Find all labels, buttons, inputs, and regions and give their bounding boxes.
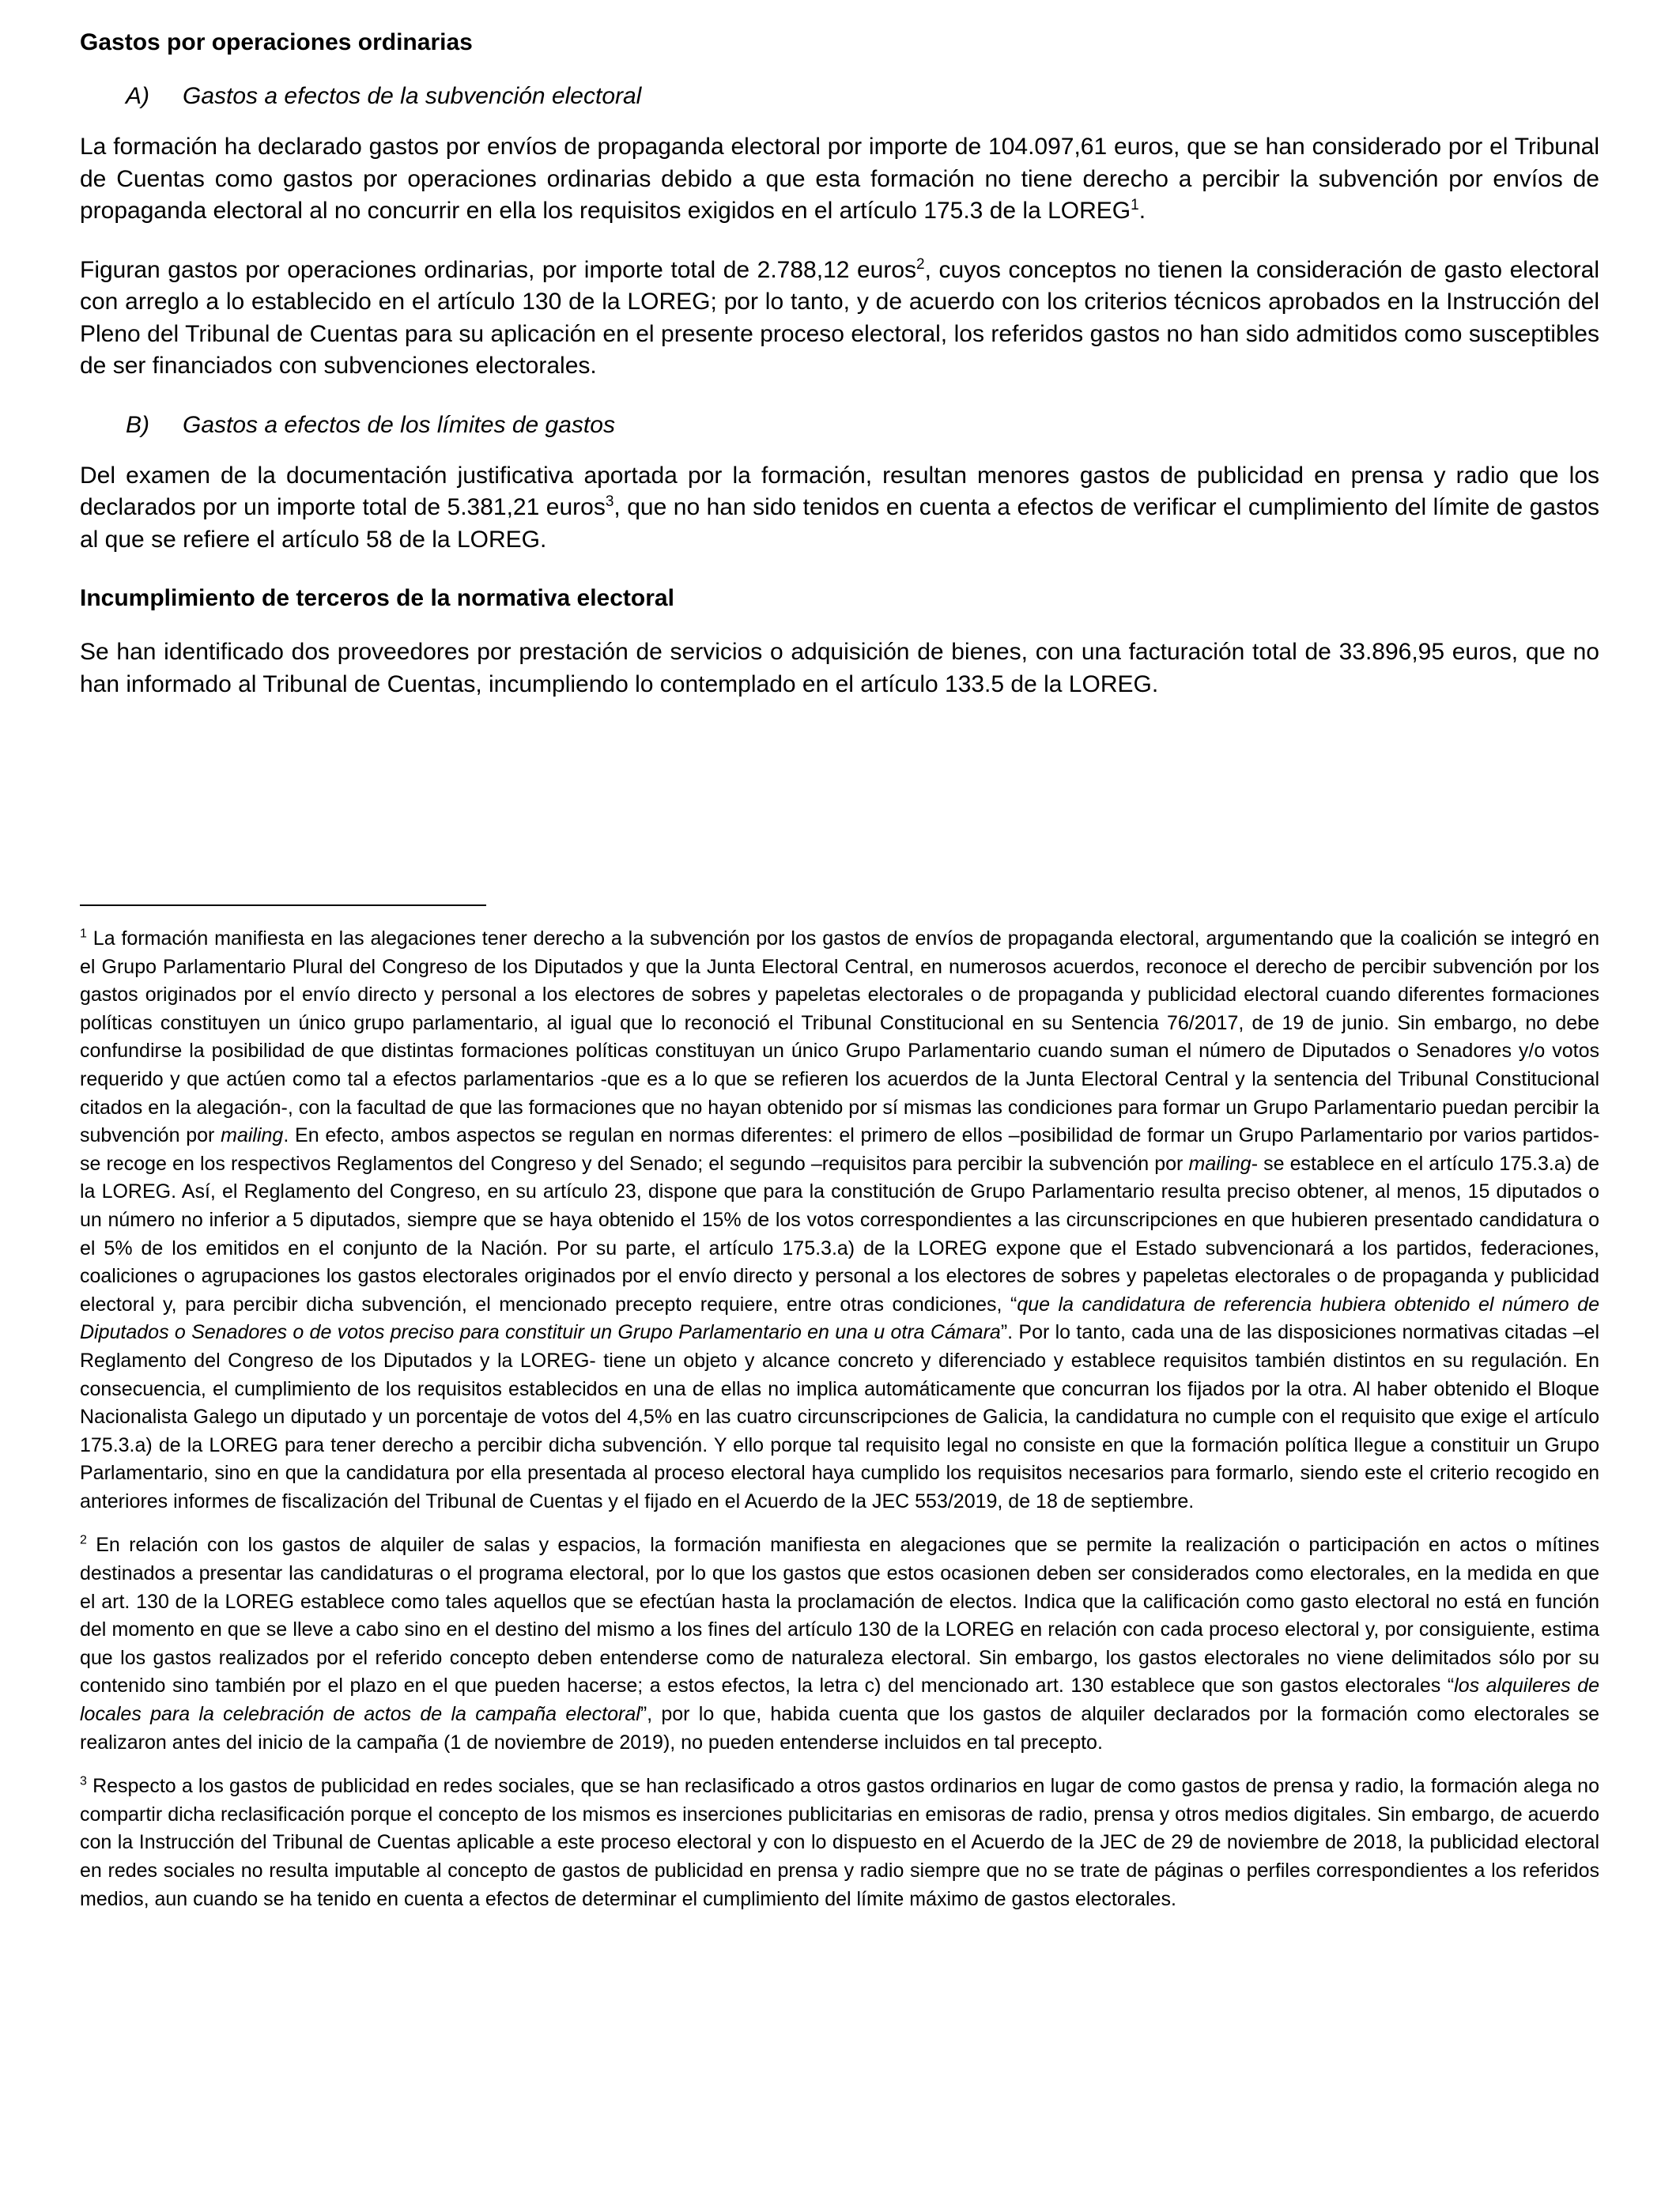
footnote-separator	[80, 904, 486, 906]
footnote-text: ”, por lo que, habida cuenta que los gastos de alquiler declarados por la formación como electorales se realizaron antes del inicio de la campaña (1 de noviembre de 2019), no pueden entenderse incluidos en tal precepto.	[80, 1703, 1599, 1754]
paragraph-operaciones-ordinarias	[80, 255, 1599, 383]
footnote-ref-2[interactable]: 2	[916, 255, 925, 273]
subheading-b-title: Gastos a efectos de los límites de gastos	[183, 411, 615, 438]
subheading-b-letter: B)	[126, 411, 149, 438]
paragraph-text: , que no han sido tenidos en cuenta a efectos de verificar el cumplimiento del límite de gastos al que se refiere el artículo 58 de la LOREG.	[80, 494, 1600, 553]
paragraph-envios-propaganda	[80, 131, 1599, 228]
paragraph-text: Figuran gastos por operaciones ordinarias, por importe total de 2.788,12 euros	[80, 256, 917, 283]
footnote-ref-1[interactable]: 1	[1131, 197, 1139, 213]
footnote-number: 3	[80, 1774, 87, 1788]
section-heading-gastos-ordinarios: Gastos por operaciones ordinarias	[80, 29, 473, 55]
footnote-italic: mailing	[221, 1124, 284, 1147]
subheading-a	[80, 81, 1599, 112]
footnote-text: . En efecto, ambos aspectos se regulan en normas diferentes: el primero de ellos –posibilidad de formar un Grupo Parlamentario por varios partidos- se recoge en los respectivos Reglamentos del Congreso y del Senado; el segundo –requisitos para percibir la subvención por	[80, 1124, 1599, 1175]
footnote-ref-3[interactable]: 3	[605, 493, 614, 510]
paragraph-text: , cuyos conceptos no tienen la consideración de gasto electoral con arreglo a lo establecido en el artículo 130 de la LOREG; por lo tanto, y de acuerdo con los criterios técnicos aprobados en la Instrucción del Pleno del Tribunal de Cuentas para su aplicación en el presente proceso electoral, los referidos gastos no han sido admitidos como susceptibles de ser financiados con subvenciones electorales.	[80, 256, 1599, 379]
subheading-a-letter: A)	[126, 83, 149, 109]
footnote-1	[80, 925, 1599, 1516]
paragraph-text: Del examen de la documentación justificativa aportada por la formación, resultan menores gastos de publicidad en prensa y radio que los declarados por un importe total de 5.381,21 euros	[80, 462, 1599, 520]
footnote-text: - se establece en el artículo 175.3.a) de la LOREG. Así, el Reglamento del Congreso, en su artículo 23, dispone que para la constitución de Grupo Parlamentario resulta preciso obtener, al menos, 15 diputados o un número no inferior a 5 diputados, siempre que se haya obtenido el 15% de los votos correspondientes a las circunscripciones en que hubieren presentado candidatura o el 5% de los emitidos en el conjunto de la Nación. Por su parte, el artículo 175.3.a) de la LOREG expone que el Estado subvencionará a los partidos, federaciones, coaliciones o agrupaciones los gastos electorales originados por el envío directo y personal a los electores de sobres y papeletas electorales o de propaganda y publicidad electoral y, para percibir dicha subvención, el mencionado precepto requiere, entre otras condiciones, “	[80, 1152, 1599, 1316]
footnote-text: ”. Por lo tanto, cada una de las disposiciones normativas citadas –el Reglamento del Congreso de los Diputados y la LOREG- tiene un objeto y alcance concreto y diferenciado y establece requisitos también distintos en su regulación. En consecuencia, el cumplimiento de los requisitos establecidos en una de ellas no implica automáticamente que concurran los fijados por la otra. Al haber obtenido el Bloque Nacionalista Galego un diputado y un porcentaje de votos del 4,5% en las cuatro circunscripciones de Galicia, la candidatura no cumple con el requisito que exige el artículo 175.3.a) de la LOREG para tener derecho a percibir dicha subvención. Y ello porque tal requisito legal no consiste en que la formación política llegue a constituir un Grupo Parlamentario, sino en que la candidatura por ella presentada al proceso electoral haya cumplido los requisitos necesarios para formarlo, siendo este el criterio recogido en anteriores informes de fiscalización del Tribunal de Cuentas y el fijado en el Acuerdo de la JEC 553/2019, de 18 de septiembre.	[80, 1321, 1600, 1512]
footnote-italic: que la candidatura de referencia hubiera obtenido el número de Diputados o Senadores o de votos preciso para constituir un Grupo Parlamentario en una u otra Cámara	[80, 1293, 1599, 1344]
subheading-b	[80, 410, 1599, 441]
paragraph-end: .	[1138, 198, 1146, 224]
document-body	[80, 27, 1599, 727]
footnote-italic: los alquileres de locales para la celebración de actos de la campaña electoral	[80, 1675, 1599, 1726]
paragraph-limites-gastos	[80, 460, 1599, 557]
paragraph-proveedores: Se han identificado dos proveedores por prestación de servicios o adquisición de bienes, con una facturación total de 33.896,95 euros, que no han informado al Tribunal de Cuentas, incumpliendo lo contemplado en el artículo 133.5 de la LOREG.	[80, 639, 1599, 697]
footnote-text: En relación con los gastos de alquiler de salas y espacios, la formación manifiesta en alegaciones que se permite la realización o participación en actos o mítines destinados a presentar las candidaturas o el programa electoral, por lo que los gastos que estos ocasionen deben ser considerados como electorales, en la medida en que el art. 130 de la LOREG establece como tales aquellos que se efectúan hasta la proclamación de electos. Indica que la calificación como gasto electoral no está en función del momento en que se lleve a cabo sino en el destino del mismo a los fines del artículo 130 de la LOREG en relación con cada proceso electoral y, por consiguiente, estima que los gastos realizados por el referido concepto deben entenderse como de naturaleza electoral. Sin embargo, los gastos electorales no viene delimitados sólo por su contenido sino también por el plazo en el que pueden hacerse; a estos efectos, la letra c) del mencionado art. 130 establece que son gastos electorales “	[80, 1534, 1599, 1697]
footnotes-area	[80, 904, 1599, 1929]
footnote-text: La formación manifiesta en las alegaciones tener derecho a la subvención por los gastos de envíos de propaganda electoral, argumentando que la coalición se integró en el Grupo Parlamentario Plural del Congreso de los Diputados y que la Junta Electoral Central, en numerosos acuerdos, reconoce el derecho de percibir subvención por los gastos originados por el envío directo y personal a los electores de sobres y papeletas electorales o de propaganda y publicidad electoral cuando diferentes formaciones políticas constituyen un único grupo parlamentario, al igual que lo reconoció el Tribunal Constitucional en su Sentencia 76/2017, de 19 de junio. Sin embargo, no debe confundirse la posibilidad de que distintas formaciones políticas constituyan un único Grupo Parlamentario cuando suman el número de Diputados o Senadores y/o votos requerido y que actúen como tal a efectos parlamentarios -que es a lo que se refieren los acuerdos de la Junta Electoral Central y la sentencia del Tribunal Constitucional citados en la alegación-, con la facultad de que las formaciones que no hayan obtenido por sí mismas las condiciones para formar un Grupo Parlamentario puedan percibir la subvención por	[80, 927, 1599, 1147]
footnote-2	[80, 1531, 1599, 1757]
paragraph-text: La formación ha declarado gastos por envíos de propaganda electoral por importe de 104.097,61 euros, que se han considerado por el Tribunal de Cuentas como gastos por operaciones ordinarias debido a que esta formación no tiene derecho a percibir la subvención por envíos de propaganda electoral al no concurrir en ella los requisitos exigidos en el artículo 175.3 de la LOREG	[80, 134, 1599, 224]
footnote-number: 1	[80, 927, 87, 941]
footnote-italic: mailing	[1188, 1152, 1252, 1175]
footnote-text: Respecto a los gastos de publicidad en redes sociales, que se han reclasificado a otros gastos ordinarios en lugar de como gastos de prensa y radio, la formación alega no compartir dicha reclasificación porque el concepto de los mismos es inserciones publicitarias en emisoras de radio, prensa y otros medios digitales. Sin embargo, de acuerdo con la Instrucción del Tribunal de Cuentas aplicable a este proceso electoral y con lo dispuesto en el Acuerdo de la JEC de 29 de noviembre de 2018, la publicidad electoral en redes sociales no resulta imputable al concepto de gastos de publicidad en prensa y radio siempre que no se trate de páginas o perfiles correspondientes a los referidos medios, aun cuando se ha tenido en cuenta a efectos de determinar el cumplimiento del límite máximo de gastos electorales.	[80, 1775, 1599, 1910]
footnote-number: 2	[80, 1534, 87, 1548]
section-heading-incumplimiento: Incumplimiento de terceros de la normativa electoral	[80, 585, 674, 611]
footnote-3	[80, 1773, 1599, 1913]
subheading-a-title: Gastos a efectos de la subvención electoral	[183, 83, 642, 109]
